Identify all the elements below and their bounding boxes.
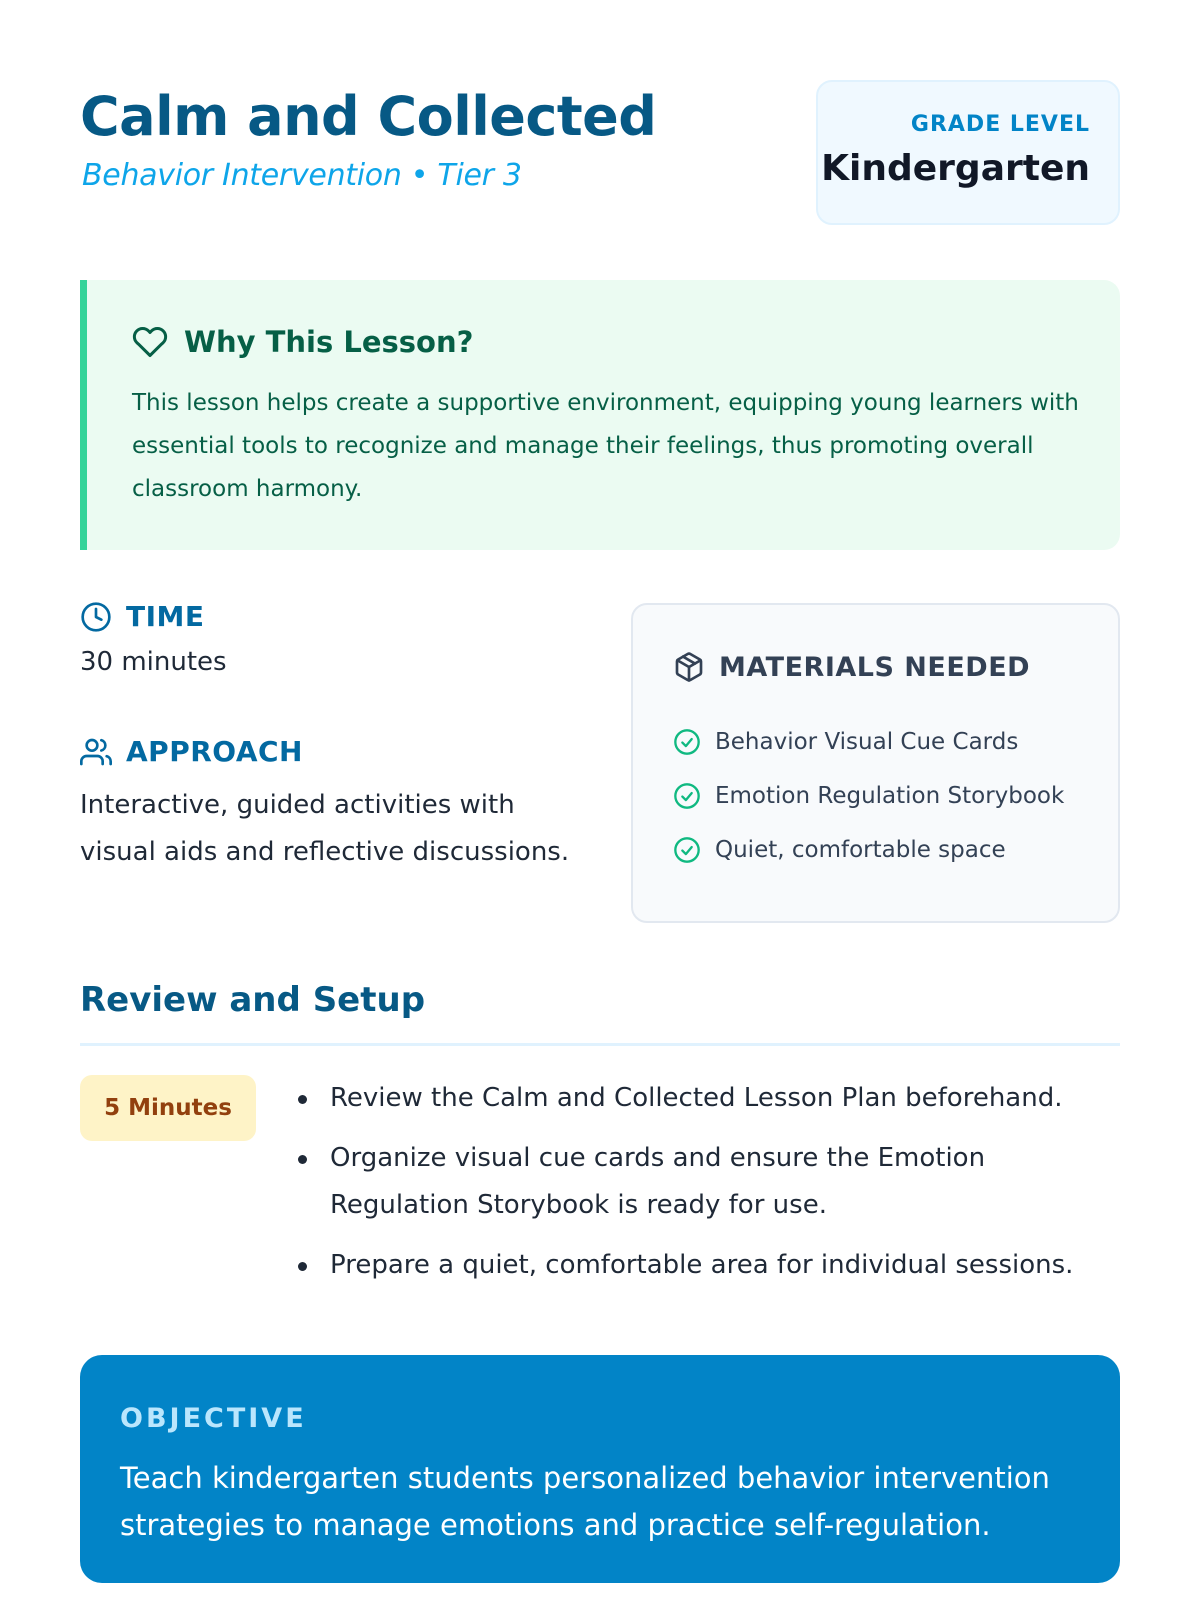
duration-badge: 5 Minutes xyxy=(80,1075,256,1141)
time-label: TIME xyxy=(126,600,205,633)
section-divider xyxy=(80,1043,1120,1046)
approach-header xyxy=(80,735,570,768)
lesson-meta xyxy=(80,600,570,867)
time-header xyxy=(80,600,570,633)
list-item xyxy=(673,823,1064,877)
list-item xyxy=(673,715,1064,769)
review-steps-list xyxy=(296,1075,1126,1302)
approach-block xyxy=(80,735,570,876)
list-item: Prepare a quiet, comfortable area for individual sessions. xyxy=(296,1242,1126,1289)
objective-text: Teach kindergarten students personalized behavior intervention strategies to manage emotions and practice self-regulation. xyxy=(120,1461,1050,1542)
approach-label: APPROACH xyxy=(126,735,303,768)
list-item xyxy=(673,769,1064,823)
why-this-lesson-header xyxy=(132,324,473,360)
grade-level-label: GRADE LEVEL xyxy=(910,112,1090,137)
grade-level-value: Kindergarten xyxy=(821,148,1090,189)
objective-label: OBJECTIVE xyxy=(120,1403,307,1434)
time-block xyxy=(80,600,570,677)
clock-icon xyxy=(80,601,112,633)
users-icon xyxy=(80,736,112,768)
material-label: Behavior Visual Cue Cards xyxy=(715,729,1019,755)
time-value: 30 minutes xyxy=(80,647,227,677)
materials-title: MATERIALS NEEDED xyxy=(719,651,1031,683)
review-section-title: Review and Setup xyxy=(80,980,426,1020)
materials-header xyxy=(673,651,1030,683)
objective-card xyxy=(80,1355,1120,1583)
material-label: Emotion Regulation Storybook xyxy=(715,783,1065,809)
check-circle-icon xyxy=(673,836,701,864)
materials-list xyxy=(673,715,1064,877)
grade-level-card xyxy=(816,80,1120,225)
material-label: Quiet, comfortable space xyxy=(715,837,1006,863)
approach-value: Interactive, guided activities with visual aids and reflective discussions. xyxy=(80,790,570,867)
lesson-header xyxy=(80,80,1120,225)
list-item: Organize visual cue cards and ensure the Emotion Regulation Storybook is ready for use. xyxy=(296,1135,1126,1229)
package-icon xyxy=(673,651,705,683)
check-circle-icon xyxy=(673,728,701,756)
list-item: Review the Calm and Collected Lesson Plan beforehand. xyxy=(296,1075,1126,1122)
page-title: Calm and Collected xyxy=(80,85,657,148)
why-this-lesson-title: Why This Lesson? xyxy=(184,325,474,359)
page-subtitle: Behavior Intervention • Tier 3 xyxy=(82,158,522,193)
check-circle-icon xyxy=(673,782,701,810)
materials-card xyxy=(631,603,1120,923)
why-this-lesson-card xyxy=(80,280,1120,550)
heart-icon xyxy=(132,324,168,360)
why-this-lesson-text: This lesson helps create a supportive environment, equipping young learners with essential tools to recognize and manage their feelings, thus promoting overall classroom harmony. xyxy=(132,390,1079,502)
